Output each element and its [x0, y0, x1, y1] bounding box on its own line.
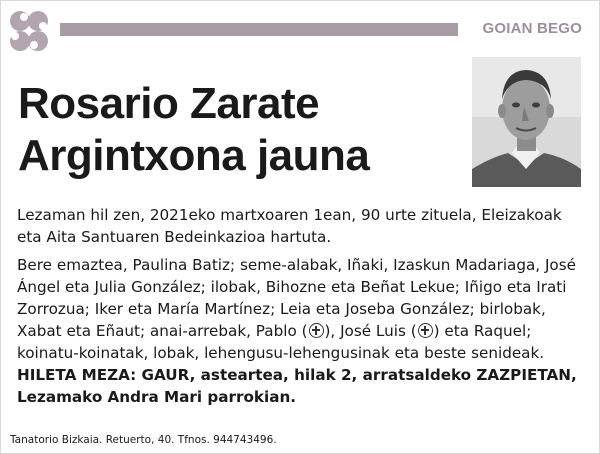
name-line-1: Rosario Zarate: [18, 79, 320, 128]
funeral-home-info: Tanatorio Bizkaia. Retuerto, 40. Tfnos. 944743496.: [10, 434, 277, 446]
portrait-photo: [472, 57, 581, 187]
name-line-2: Argintxona jauna: [18, 131, 370, 180]
notice-body: [17, 204, 583, 408]
family-text-3: ) eta Raquel; koinatu-koinatak, lobak, lehengusu-lehengusinak eta beste senideak.: [17, 322, 545, 362]
family-text-1: Bere emaztea, Paulina Batiz; seme-alabak, Iñaki, Izaskun Madariaga, José Ángel eta Julia González; ilobak, Bihozne eta Beñat Lekue; Iñigo eta Irati Zorrozua; Iker eta María Martínez; Leia eta Joseba González; birlobak, Xabat eta Eñaut; anai-arrebak, Pablo (: [17, 256, 576, 340]
funeral-details: HILETA MEZA: GAUR, asteartea, hilak 2, arratsaldeko ZAZPIETAN, Lezamako Andra Mari parrokian.: [17, 366, 577, 406]
section-badge: GOIAN BEGO: [482, 20, 582, 37]
deceased-name: [18, 78, 458, 182]
family-text-2: ), José Luis (: [324, 322, 417, 340]
lauburu-icon: [4, 6, 54, 56]
death-statement: Lezaman hil zen, 2021eko martxoaren 1ean, 90 urte zituela, Eleizakoak eta Aita Santuaren Bedeinkazioa hartuta.: [17, 206, 562, 246]
cross-icon: [418, 323, 433, 338]
cross-icon: [309, 323, 324, 338]
family-list: [17, 254, 583, 364]
header-bar: [60, 23, 458, 36]
